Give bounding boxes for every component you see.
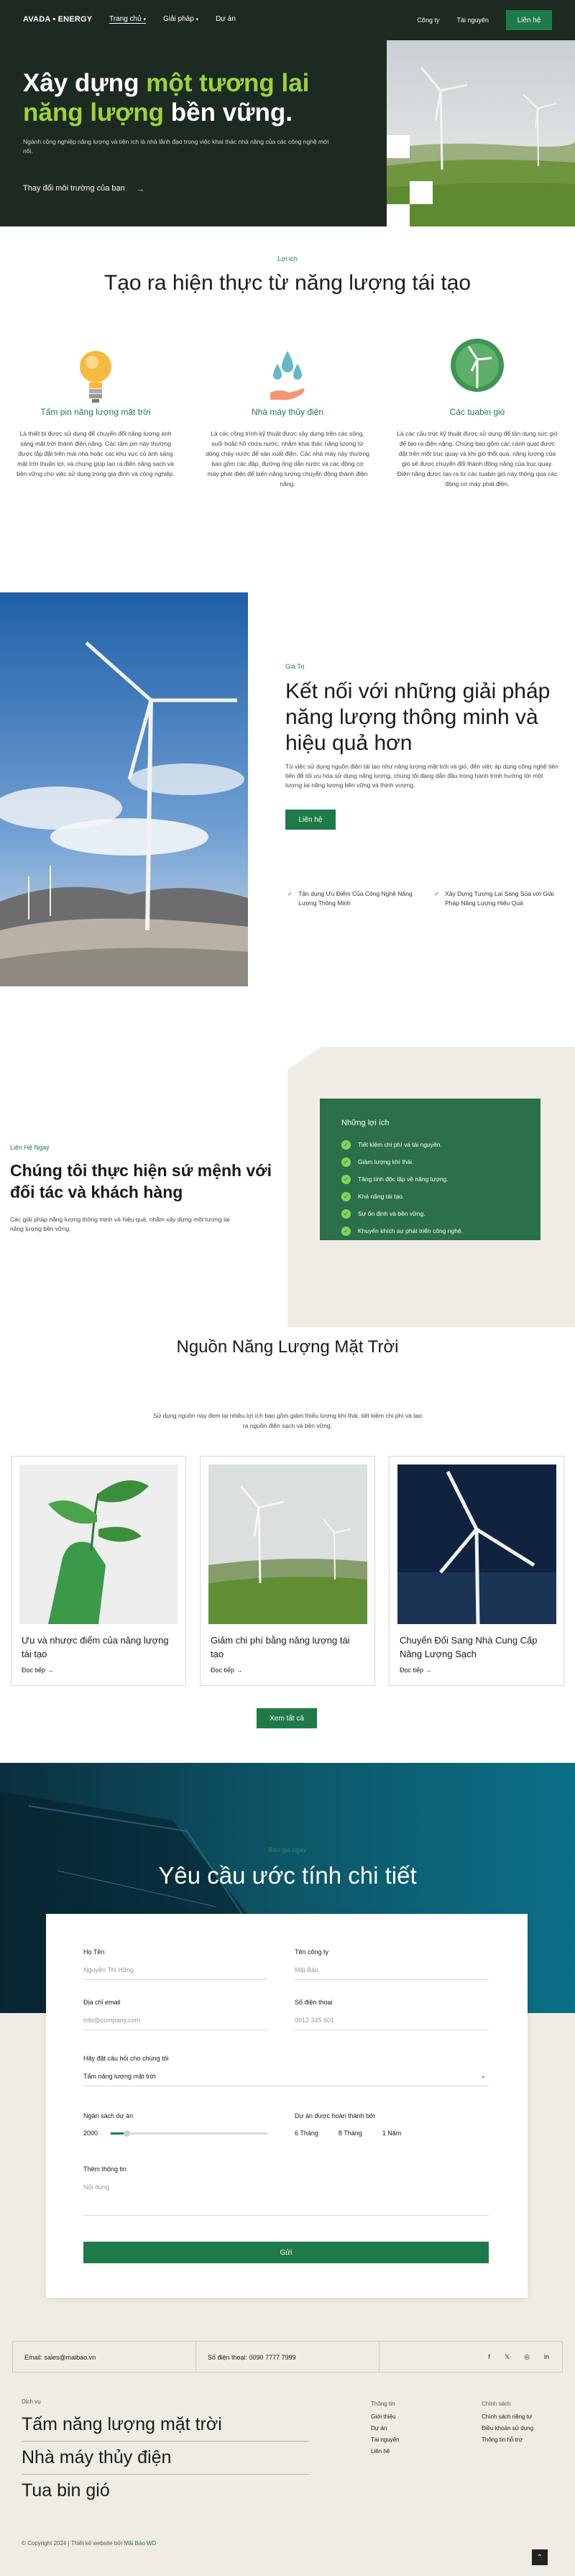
mission-eyebrow: Liên Hệ Ngay bbox=[10, 1144, 50, 1151]
footer-service-link[interactable]: Nhà máy thủy điện bbox=[22, 2442, 309, 2475]
article-image-plant-hand bbox=[19, 1465, 178, 1624]
benefits-eyebrow: Lợi ích bbox=[277, 255, 298, 262]
email-input[interactable]: info@company.com bbox=[83, 2010, 267, 2030]
check-icon: ✓ bbox=[288, 890, 293, 897]
arrow-right-icon: → bbox=[236, 1667, 243, 1674]
quote-form bbox=[46, 1914, 528, 2298]
article-card[interactable] bbox=[11, 1456, 186, 1686]
menu-item-projects[interactable]: Dự án bbox=[216, 15, 236, 23]
footer-info-title: Thông tin bbox=[371, 2401, 395, 2407]
timeframe-label: Dự án được hoàn thành bởi bbox=[295, 2112, 375, 2119]
question-label: Hãy đặt câu hỏi cho chúng tôi bbox=[83, 2055, 169, 2062]
article-title[interactable]: Giảm chi phí bằng năng lượng tái tạo bbox=[211, 1635, 350, 1659]
check-circle-icon: ✓ bbox=[341, 1209, 351, 1219]
article-image-turbine-night bbox=[397, 1465, 556, 1624]
footer-policy-title: Chính sách bbox=[482, 2401, 511, 2407]
mission-benefit-item: ✓ Giảm lượng khí thải. bbox=[341, 1153, 519, 1170]
linkedin-icon[interactable]: in bbox=[543, 2353, 549, 2360]
read-more-link[interactable]: Đọc tiếp → bbox=[22, 1667, 54, 1674]
menu-item-home[interactable]: Trang chủ ▾ bbox=[109, 15, 146, 23]
mission-benefit-item: ✓ Tăng tính độc lập về năng lượng. bbox=[341, 1170, 519, 1188]
timeframe-option[interactable]: 8 Tháng bbox=[338, 2130, 362, 2137]
value-check-item: ✓ Xây Dựng Tương Lai Sáng Sủa với Giải Pháp Năng Lượng Hiệu Quả bbox=[434, 890, 554, 907]
back-to-top-button[interactable] bbox=[532, 2549, 548, 2565]
name-input[interactable]: Nguyễn Thị Hồng bbox=[83, 1960, 267, 1980]
timeframe-option[interactable]: 6 Tháng bbox=[295, 2130, 318, 2137]
designer-link[interactable]: Mãi Báo WD bbox=[124, 2540, 157, 2547]
instagram-icon[interactable]: ◎ bbox=[524, 2352, 530, 2360]
footer-contact-bar bbox=[12, 2341, 563, 2373]
check-circle-icon: ✓ bbox=[341, 1175, 351, 1184]
chevron-down-icon: ▾ bbox=[143, 17, 146, 22]
email-label: Địa chỉ email bbox=[83, 1999, 121, 2006]
values-eyebrow: Giá Trị bbox=[285, 663, 305, 670]
decor-square bbox=[387, 204, 410, 226]
articles-title: Nguồn Năng Lượng Mặt Trời bbox=[176, 1337, 399, 1357]
benefit-title: Nhà máy thủy điện bbox=[251, 407, 324, 417]
mission-benefits-box bbox=[320, 1099, 540, 1240]
footer-link[interactable]: Thông tin hỗ trợ bbox=[482, 2437, 523, 2443]
chevron-down-icon: ⌄ bbox=[480, 2072, 486, 2079]
arrow-right-icon: → bbox=[47, 1667, 54, 1674]
read-more-link[interactable]: Đọc tiếp → bbox=[211, 1667, 243, 1674]
water-drops-icon bbox=[206, 348, 369, 407]
check-circle-icon: ✓ bbox=[341, 1227, 351, 1236]
wind-turbine-icon bbox=[395, 338, 559, 407]
check-icon: ✓ bbox=[434, 890, 440, 897]
footer-services-list bbox=[22, 2410, 309, 2507]
site-logo[interactable]: AVADA • ENERGY bbox=[23, 15, 93, 24]
lightbulb-icon bbox=[14, 348, 178, 407]
mission-benefit-item: ✓ Sự ổn định và bền vững. bbox=[341, 1205, 519, 1222]
social-links bbox=[380, 2342, 562, 2372]
values-title: Kết nối với những giải pháp năng lượng thông minh và hiệu quả hơn bbox=[285, 679, 551, 755]
values-text: Từ việc sử dụng nguồn điện tái tạo như năng lượng mặt trời và gió, đến việc áp dụng công nghệ tiên tiến để tối ưu hóa sử dụng năng lượng, chúng tôi đang dẫn đầu trong hành trình hướng tới một tương lai năng lượng bền vững và thịnh vượng. bbox=[285, 763, 558, 789]
contact-button[interactable]: Liên hệ bbox=[506, 10, 552, 30]
arrow-right-icon: → bbox=[425, 1667, 432, 1674]
copyright: © Copyright 2024 | Thiết kế website bởi Mãi Báo WD bbox=[22, 2540, 157, 2547]
values-contact-button[interactable]: Liên hệ bbox=[285, 810, 336, 830]
decor-square bbox=[410, 181, 433, 204]
benefit-card-solar bbox=[14, 348, 178, 479]
benefit-title: Các tuabin gió bbox=[449, 407, 505, 417]
chevron-down-icon: ▾ bbox=[196, 17, 199, 22]
benefits-title: Tạo ra hiện thực từ năng lượng tái tạo bbox=[104, 271, 472, 295]
footer-link[interactable]: Điều khoản sử dụng bbox=[482, 2425, 534, 2431]
company-input[interactable]: Mãi Báo bbox=[295, 1960, 489, 1980]
budget-value: 2000 bbox=[83, 2130, 98, 2137]
benefit-card-hydro bbox=[206, 348, 369, 489]
question-select[interactable]: Tấm năng lượng mặt trời ⌄ bbox=[83, 2066, 489, 2086]
chevron-up-icon: ⌃ bbox=[536, 2553, 543, 2562]
mission-benefit-item: ✓ Khả năng tái tạo. bbox=[341, 1188, 519, 1205]
company-label: Tên công ty bbox=[295, 1948, 329, 1956]
footer-phone[interactable]: Số điện thoại: 0090 7777 7999 bbox=[196, 2342, 380, 2372]
submit-button[interactable]: Gửi bbox=[83, 2242, 489, 2263]
quote-title: Yêu cầu ước tính chi tiết bbox=[158, 1862, 417, 1889]
benefit-text: Là các công trình kỹ thuật được xây dựng trên các sông, suối hoặc hồ chứa nước, nhằm khai thác năng lượng từ dòng chảy nước để sản xuất điện. Các nhà máy này thường bao gồm các đập, đường ống dẫn nước và các động cơ máy phát điện để biến năng lượng chuyển động thành điện năng. bbox=[206, 430, 369, 487]
footer-email[interactable]: Email: sales@maibao.vn bbox=[13, 2342, 196, 2372]
twitter-icon[interactable]: 𝕏 bbox=[504, 2352, 510, 2360]
benefit-card-wind bbox=[395, 338, 559, 489]
footer-link[interactable]: Liên hệ bbox=[371, 2448, 390, 2454]
arrow-right-icon: → bbox=[134, 183, 145, 194]
phone-input[interactable]: 0912 345 601 bbox=[295, 2010, 489, 2030]
nav-right bbox=[417, 10, 552, 30]
footer-services-title: Dịch vụ bbox=[22, 2398, 41, 2405]
hero-cta-link[interactable]: Thay đổi môi trường của bạn → bbox=[23, 183, 145, 194]
article-title[interactable]: Chuyển Đổi Sang Nhà Cung Cấp Năng Lượng Sạch bbox=[400, 1635, 538, 1659]
budget-label: Ngân sách dự án bbox=[83, 2112, 134, 2119]
decor-square bbox=[387, 135, 410, 158]
footer-link[interactable]: Chính sách riêng tư bbox=[482, 2414, 533, 2420]
article-card[interactable] bbox=[200, 1456, 375, 1686]
quote-eyebrow: Báo giá ngay bbox=[268, 1846, 307, 1853]
hero-subtitle: Ngành công nghiệp năng lượng và tiện ích là nhà lãnh đạo trong việc khai thác nhà năng của các công nghệ mới nổi. bbox=[23, 138, 329, 155]
more-info-textarea[interactable]: Nội dung bbox=[83, 2177, 489, 2216]
articles-subtitle: Sử dụng nguồn này đem lại nhiều lợi ích bao gồm giảm thiểu lượng khí thải, tiết kiệm chi phí và tạo ra nguồn điện sạch và bền vững. bbox=[152, 1412, 423, 1429]
phone-label: Số điện thoại bbox=[295, 1999, 333, 2006]
article-title[interactable]: Ưu và nhược điểm của năng lượng tái tạo bbox=[22, 1635, 169, 1659]
article-card[interactable] bbox=[389, 1456, 564, 1686]
name-label: Họ Tên bbox=[83, 1948, 105, 1956]
article-image-wind-field bbox=[208, 1465, 367, 1624]
check-circle-icon: ✓ bbox=[341, 1140, 351, 1150]
hero-title: Xây dựng một tương lai năng lượng bền vững. bbox=[23, 69, 310, 127]
footer-service-link[interactable]: Tấm năng lượng mặt trời bbox=[22, 2410, 309, 2442]
benefit-text: Là các cấu trúc kỹ thuật được sử dụng để tận dụng sức gió để tạo ra điện năng. Chúng bao gồm các cánh quạt được đặt trên một trục quay và khi gió thổi qua, năng lượng của gió sẽ được chuyển đổi thành động năng của trục quay. Điện năng được tạo ra từ các tuabin gió này thông qua các động cơ máy phát điện. bbox=[397, 430, 558, 487]
mission-text: Các giải pháp năng lượng thông minh và hiệu quả, nhằm xây dựng một tương lai năng lượng bền vững. bbox=[10, 1216, 230, 1232]
check-circle-icon: ✓ bbox=[341, 1158, 351, 1167]
values-image-wind-turbine bbox=[0, 592, 248, 986]
footer-policy-column bbox=[482, 2398, 533, 2446]
value-check-item: ✓ Tận dụng Ưu Điểm Của Công Nghệ Năng Lượng Thông Minh bbox=[288, 890, 413, 907]
timeframe-options bbox=[295, 2130, 401, 2137]
more-info-label: Thêm thông tin bbox=[83, 2165, 127, 2173]
view-all-button[interactable]: Xem tất cả bbox=[257, 1708, 317, 1728]
nav-link-company[interactable]: Công ty bbox=[417, 17, 440, 24]
mission-title: Chúng tôi thực hiện sứ mệnh với đối tác và khách hàng bbox=[10, 1161, 272, 1201]
footer-link[interactable]: Dự án bbox=[371, 2425, 387, 2431]
mission-box-title: Những lợi ích bbox=[341, 1119, 390, 1127]
menu-item-solutions[interactable]: Giải pháp ▾ bbox=[162, 15, 199, 23]
check-circle-icon: ✓ bbox=[341, 1192, 351, 1201]
timeframe-option[interactable]: 1 Năm bbox=[382, 2130, 402, 2137]
mission-benefit-item: ✓ Tiết kiệm chi phí và tài nguyên. bbox=[341, 1136, 519, 1153]
footer-link[interactable]: Giới thiệu bbox=[371, 2414, 396, 2420]
nav-link-resources[interactable]: Tài nguyên bbox=[456, 17, 489, 24]
benefit-text: Là thiết bị được sử dụng để chuyển đổi năng lượng ánh sáng mặt trời thành điện năng. Các tấm pin này thường được lắp đặt trên mái nhà hoặc các khu vực có ánh sáng mặt trời thuận lợi, và chúng giúp tạo ra điện năng sạch và bền vững cho việc sử dụng trong gia đình và công nghiệp. bbox=[17, 430, 175, 477]
main-menu bbox=[109, 15, 236, 23]
benefit-title: Tấm pin năng lượng mặt trời bbox=[40, 407, 151, 417]
footer-info-column bbox=[371, 2398, 400, 2457]
mission-benefit-item: ✓ Khuyến khích sự phát triển công nghệ. bbox=[341, 1222, 519, 1239]
facebook-icon[interactable]: f bbox=[488, 2353, 490, 2360]
hero-section bbox=[0, 0, 575, 226]
budget-slider-thumb[interactable] bbox=[124, 2130, 130, 2137]
budget-slider[interactable] bbox=[111, 2132, 267, 2135]
footer-link[interactable]: Tài nguyên bbox=[371, 2437, 400, 2443]
footer-service-link[interactable]: Tua bin gió bbox=[22, 2480, 110, 2501]
read-more-link[interactable]: Đọc tiếp → bbox=[400, 1667, 432, 1674]
mission-benefits-list bbox=[341, 1136, 519, 1239]
